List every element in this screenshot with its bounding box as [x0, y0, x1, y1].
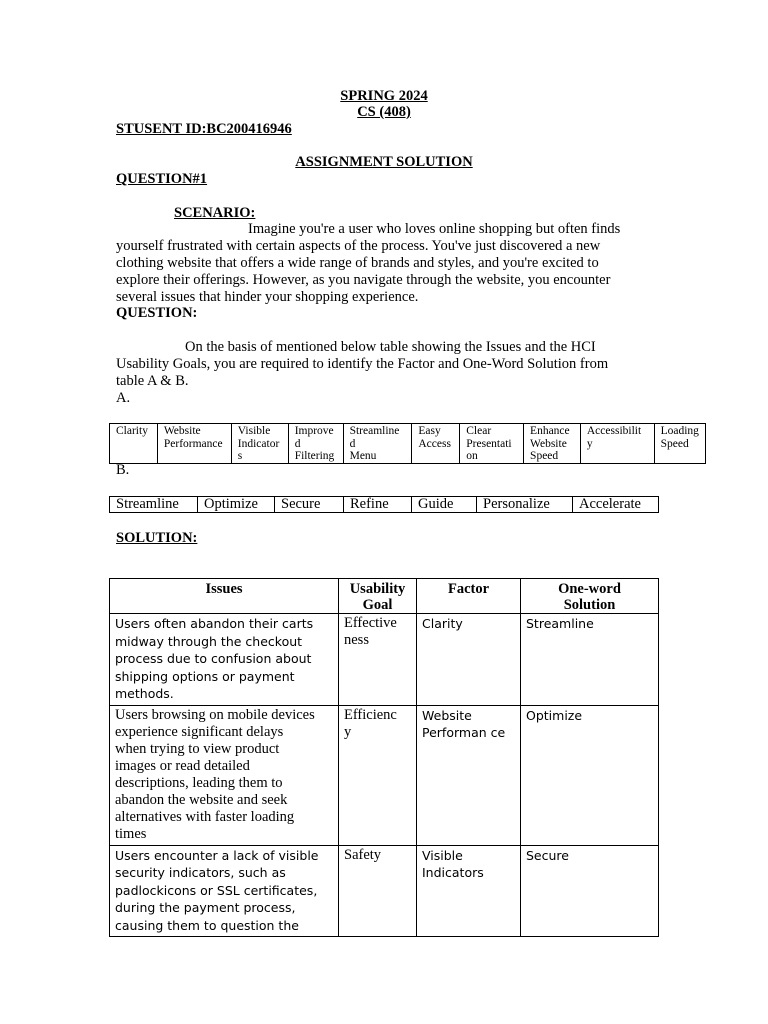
goal-cell: Efficienc y [339, 705, 417, 845]
factor-cell: Visible Indicators [417, 845, 521, 937]
table-b-cell: Accelerate [573, 497, 659, 513]
question-line: table A & B. [116, 373, 189, 389]
table-header-row [110, 579, 659, 614]
term-heading: SPRING 2024 [340, 88, 428, 104]
factor-cell: Clarity [417, 614, 521, 706]
solution-cell: Secure [521, 845, 659, 937]
solution-cell: Streamline [521, 614, 659, 706]
table-b-label: B. [116, 462, 130, 478]
col-header-solution: One-word Solution [521, 579, 659, 614]
table-row [110, 705, 659, 845]
issue-cell: Users browsing on mobile devices experience significant delays when trying to view product images or read detailed descriptions, leading them to abandon the website and seek alternatives with faster loading times [110, 705, 339, 845]
table-a-cell: Enhance Website Speed [524, 424, 581, 464]
course-heading: CS (408) [357, 104, 411, 120]
scenario-line: yourself frustrated with certain aspects of the process. You've just discovered a new [116, 238, 601, 254]
table-a-cell: Clarity [110, 424, 158, 464]
table-row [110, 497, 659, 513]
solution-label: SOLUTION: [116, 530, 198, 546]
question-number: QUESTION#1 [116, 171, 208, 187]
table-a [109, 423, 706, 464]
col-header-factor: Factor [417, 579, 521, 614]
col-header-goal: Usability Goal [339, 579, 417, 614]
issue-cell: Users encounter a lack of visible security indicators, such as padlockicons or SSL certificates, during the payment process, causing them to question the [110, 845, 339, 937]
factor-cell: Website Performan ce [417, 705, 521, 845]
table-b-cell: Refine [344, 497, 412, 513]
table-b-cell: Streamline [110, 497, 198, 513]
table-a-cell: Clear Presentati on [460, 424, 524, 464]
table-b-cell: Personalize [477, 497, 573, 513]
scenario-label: SCENARIO: [174, 205, 256, 221]
goal-cell: Safety [339, 845, 417, 937]
question-text [116, 339, 656, 407]
scenario-line: several issues that hinder your shopping experience. [116, 289, 419, 305]
goal-cell: Effective ness [339, 614, 417, 706]
table-a-cell: Website Performance [157, 424, 231, 464]
table-a-cell: Visible Indicator s [231, 424, 288, 464]
scenario-text [116, 221, 656, 306]
table-a-cell: Streamline d Menu [343, 424, 412, 464]
table-row [110, 424, 706, 464]
question-line: Usability Goals, you are required to identify the Factor and One-Word Solution from [116, 356, 609, 372]
solution-cell: Optimize [521, 705, 659, 845]
assignment-title: ASSIGNMENT SOLUTION [295, 154, 473, 170]
table-a-label: A. [116, 390, 131, 406]
scenario-line: explore their offerings. However, as you navigate through the website, you encounter [116, 272, 611, 288]
table-b-cell: Guide [412, 497, 477, 513]
table-a-cell: Accessibilit y [580, 424, 654, 464]
question-label: QUESTION: [116, 305, 198, 321]
table-row [110, 845, 659, 937]
solution-table [109, 578, 659, 937]
issue-cell: Users often abandon their carts midway through the checkout process due to confusion about shipping options or payment methods. [110, 614, 339, 706]
table-b-cell: Secure [275, 497, 344, 513]
table-b-cell: Optimize [198, 497, 275, 513]
question-line: On the basis of mentioned below table showing the Issues and the HCI [185, 339, 596, 355]
table-row [110, 614, 659, 706]
scenario-line: clothing website that offers a wide range of brands and styles, and you're excited to [116, 255, 599, 271]
table-a-cell: Easy Access [412, 424, 460, 464]
table-b [109, 496, 659, 513]
table-a-cell: Improve d Filtering [288, 424, 343, 464]
student-id: STUSENT ID:BC200416946 [116, 121, 292, 137]
col-header-issues: Issues [110, 579, 339, 614]
table-a-cell: Loading Speed [654, 424, 705, 464]
scenario-line: Imagine you're a user who loves online shopping but often finds [248, 221, 621, 237]
